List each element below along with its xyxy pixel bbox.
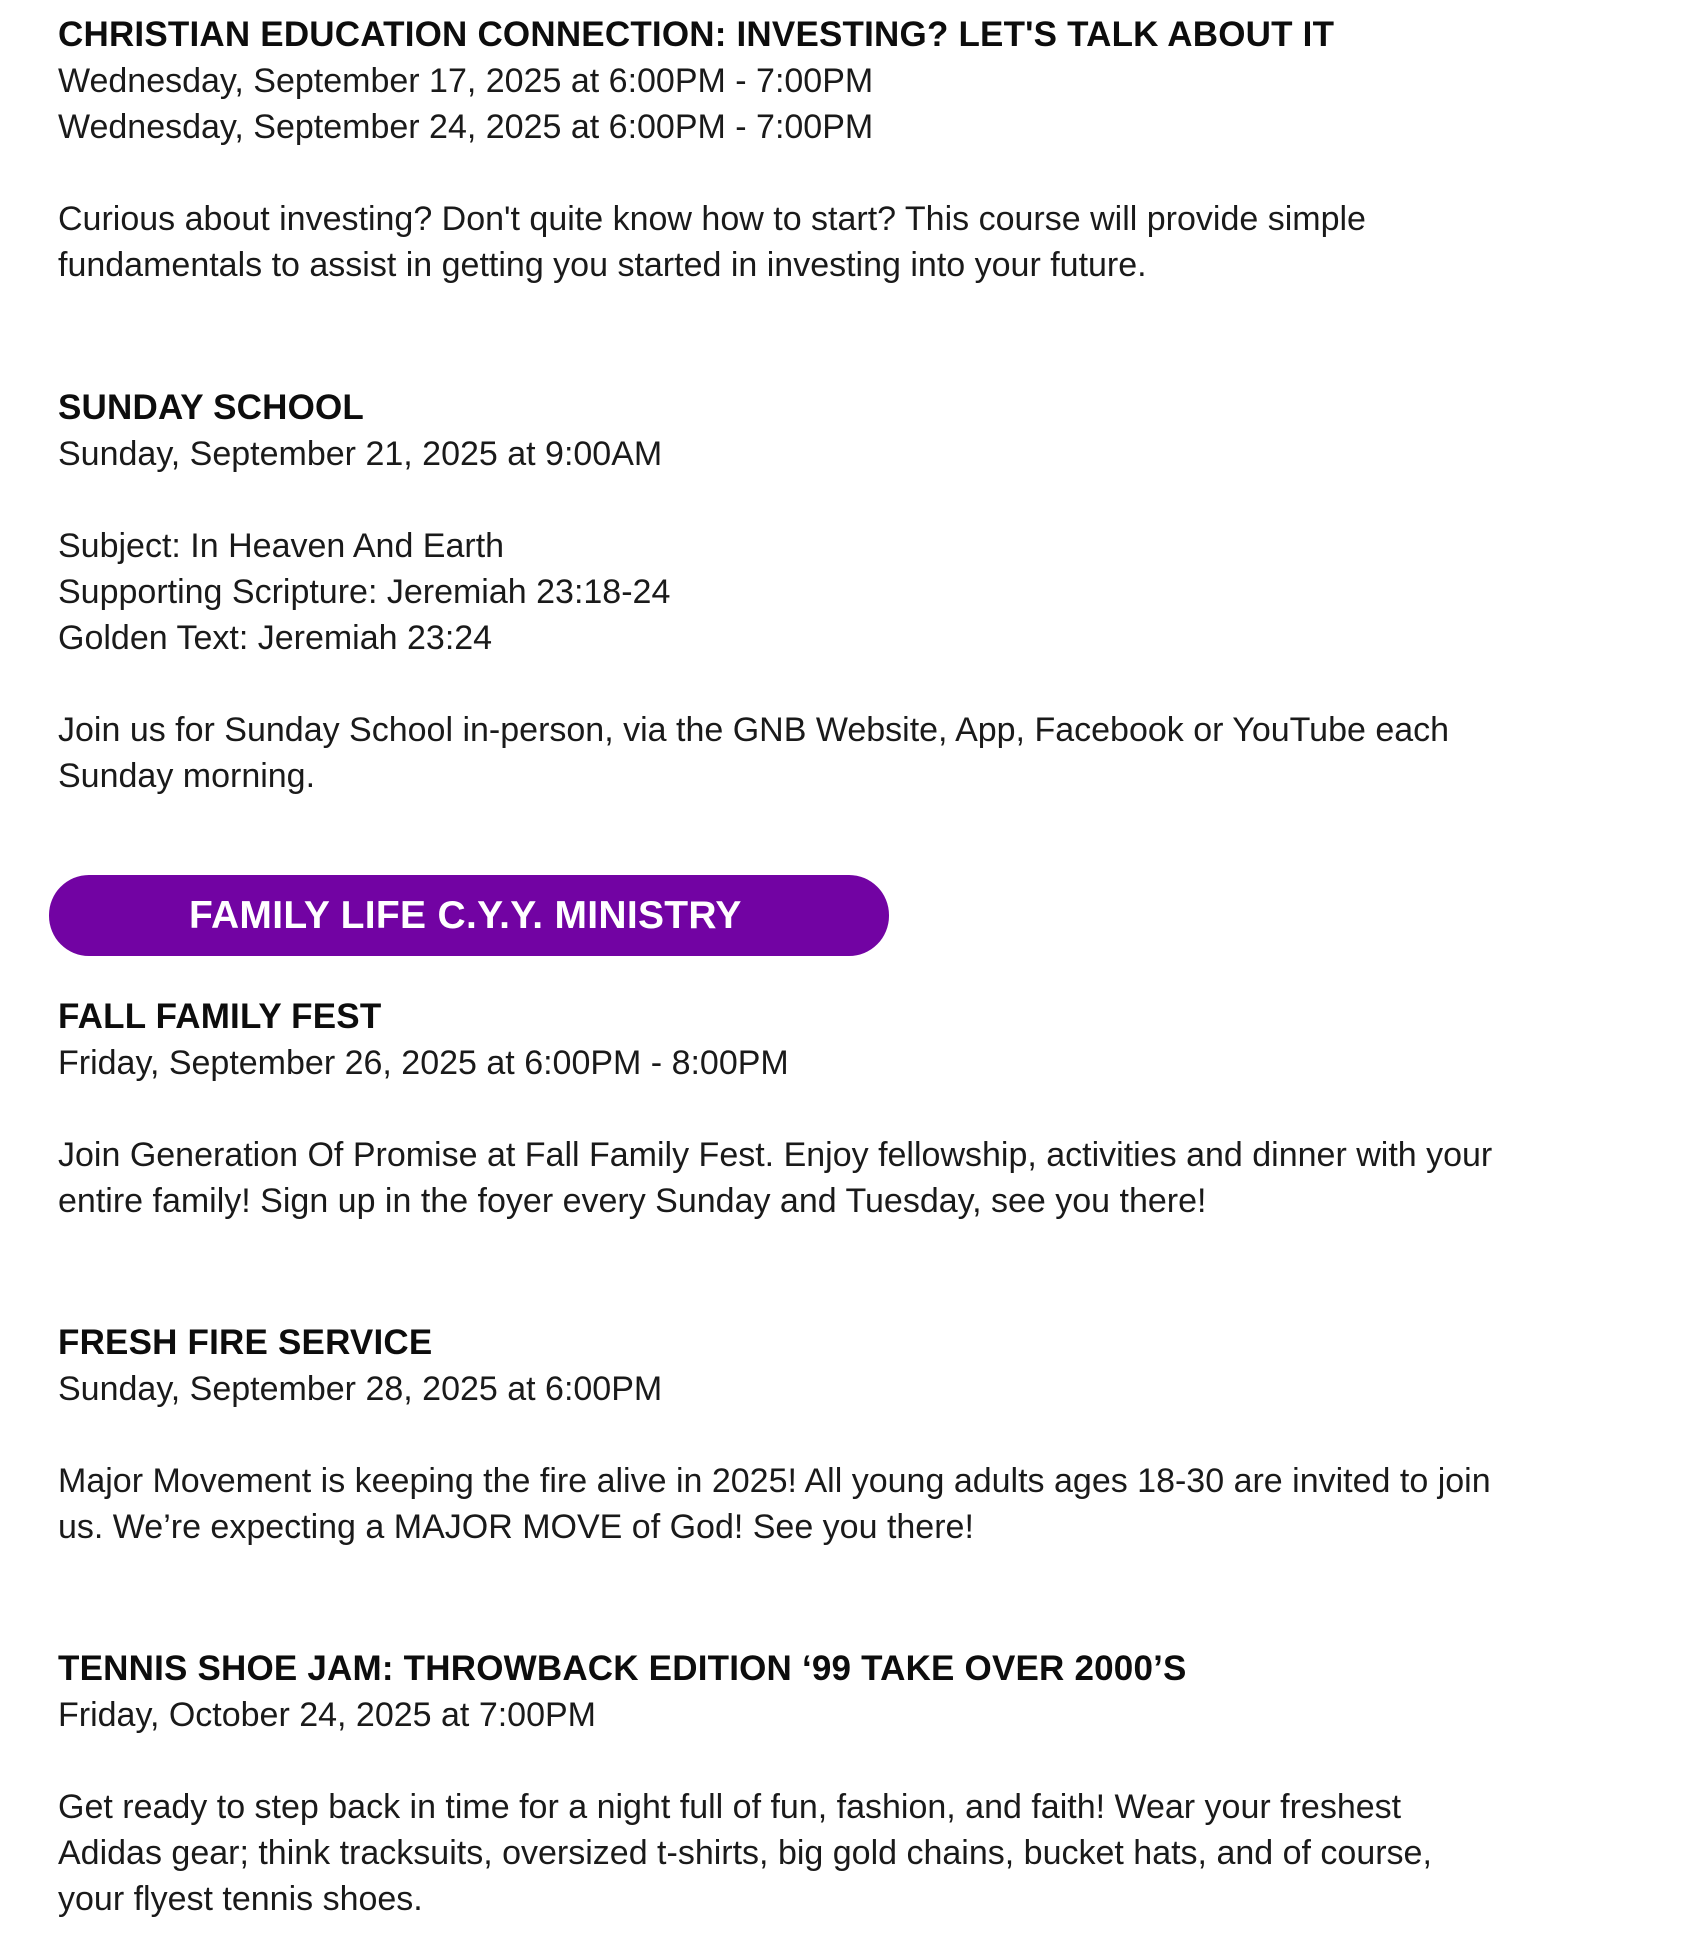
detail-golden-text: Golden Text: Jeremiah 23:24 <box>58 619 493 657</box>
event-date: Wednesday, September 24, 2025 at 6:00PM - 7:00PM <box>58 108 874 146</box>
description-line: Adidas gear; think tracksuits, oversized t-shirts, big gold chains, bucket hats, and of course, <box>58 1834 1432 1872</box>
event-title: FRESH FIRE SERVICE <box>58 1323 433 1362</box>
event-date: Friday, September 26, 2025 at 6:00PM - 8:00PM <box>58 1044 789 1082</box>
description-line: Join us for Sunday School in-person, via the GNB Website, App, Facebook or YouTube each <box>58 711 1450 749</box>
section-banner-label: FAMILY LIFE C.Y.Y. MINISTRY <box>189 894 742 937</box>
event-title: CHRISTIAN EDUCATION CONNECTION: INVESTING? LET'S TALK ABOUT IT <box>58 15 1335 54</box>
event-date: Friday, October 24, 2025 at 7:00PM <box>58 1696 596 1734</box>
event-fall-family-fest <box>58 994 1658 1224</box>
event-date: Wednesday, September 17, 2025 at 6:00PM - 7:00PM <box>58 62 874 100</box>
description-line: fundamentals to assist in getting you started in investing into your future. <box>58 246 1147 284</box>
event-date: Sunday, September 21, 2025 at 9:00AM <box>58 435 663 473</box>
detail-scripture: Supporting Scripture: Jeremiah 23:18-24 <box>58 573 671 611</box>
event-title: FALL FAMILY FEST <box>58 997 382 1036</box>
description-line: Curious about investing? Don't quite know how to start? This course will provide simple <box>58 200 1366 238</box>
event-sunday-school <box>58 385 1658 799</box>
description-line: Join Generation Of Promise at Fall Family Fest. Enjoy fellowship, activities and dinner with your <box>58 1136 1493 1174</box>
event-title: SUNDAY SCHOOL <box>58 388 364 427</box>
event-tennis-shoe-jam <box>58 1646 1658 1922</box>
detail-subject: Subject: In Heaven And Earth <box>58 527 505 565</box>
event-fresh-fire <box>58 1320 1658 1550</box>
event-description <box>58 196 1658 288</box>
description-line: Sunday morning. <box>58 757 316 795</box>
event-description <box>58 707 1658 799</box>
event-description <box>58 1458 1658 1550</box>
description-line: us. We’re expecting a MAJOR MOVE of God! See you there! <box>58 1508 974 1546</box>
description-line: entire family! Sign up in the foyer every Sunday and Tuesday, see you there! <box>58 1182 1207 1220</box>
event-date: Sunday, September 28, 2025 at 6:00PM <box>58 1370 663 1408</box>
event-details <box>58 523 1658 661</box>
description-line: Get ready to step back in time for a night full of fun, fashion, and faith! Wear your freshest <box>58 1788 1402 1826</box>
event-description <box>58 1784 1658 1922</box>
event-description <box>58 1132 1658 1224</box>
event-investing <box>58 12 1658 288</box>
event-title: TENNIS SHOE JAM: THROWBACK EDITION ‘99 TAKE OVER 2000’S <box>58 1649 1187 1688</box>
section-banner <box>49 875 889 956</box>
description-line: Major Movement is keeping the fire alive in 2025! All young adults ages 18-30 are invited to join <box>58 1462 1491 1500</box>
description-line: your flyest tennis shoes. <box>58 1880 423 1918</box>
